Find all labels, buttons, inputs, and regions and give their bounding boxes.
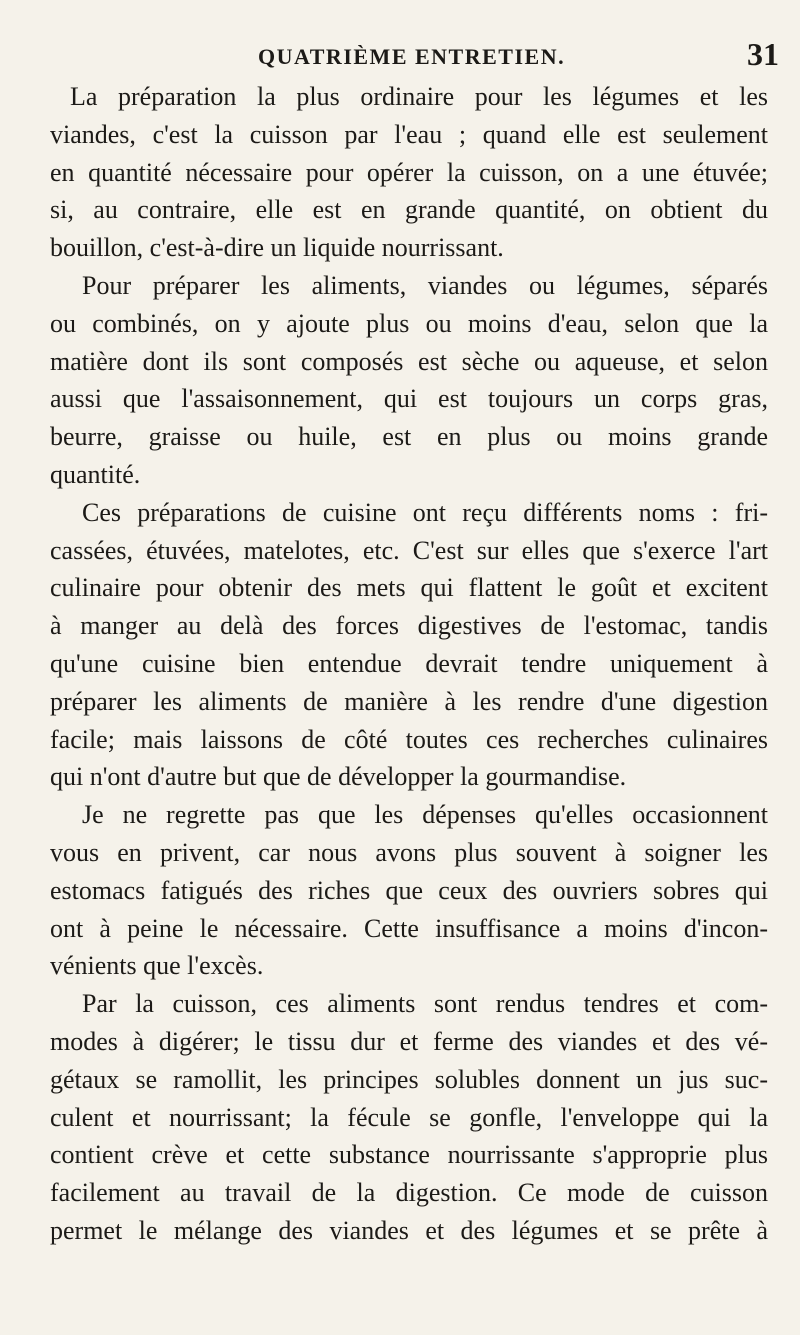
text-line: préparer les aliments de manière à les rendre d'une digestion xyxy=(50,686,768,716)
text-line: culent et nourrissant; la fécule se gonfle, l'enveloppe qui la xyxy=(50,1102,768,1132)
text-line: facile; mais laissons de côté toutes ces recherches culinaires xyxy=(50,724,768,754)
text-line: beurre, graisse ou huile, est en plus ou moins grande xyxy=(50,422,768,452)
running-title: QUATRIÈME ENTRETIEN. xyxy=(258,44,566,69)
text-line: permet le mélange des viandes et des légumes et se prête à xyxy=(50,1215,768,1245)
body-text xyxy=(50,78,768,1250)
text-line: qui n'ont d'autre but que de développer la gourmandise. xyxy=(50,762,627,792)
text-line: vénients que l'excès. xyxy=(50,951,264,981)
text-line: si, au contraire, elle est en grande quantité, on obtient du xyxy=(50,195,768,225)
text-line: viandes, c'est la cuisson par l'eau ; quand elle est seulement xyxy=(50,119,768,149)
text-line: à manger au delà des forces digestives de l'estomac, tandis xyxy=(50,611,768,641)
text-line: bouillon, c'est-à-dire un liquide nourrissant. xyxy=(50,233,504,263)
text-line: qu'une cuisine bien entendue devrait tendre uniquement à xyxy=(50,648,768,678)
text-line: culinaire pour obtenir des mets qui flattent le goût et excitent xyxy=(50,573,768,603)
text-line: Je ne regrette pas que les dépenses qu'elles occasionnent xyxy=(82,800,768,830)
text-line: cassées, étuvées, matelotes, etc. C'est sur elles que s'exerce l'art xyxy=(50,535,768,565)
text-line: vous en privent, car nous avons plus souvent à soigner les xyxy=(50,837,768,867)
text-line: ou combinés, on y ajoute plus ou moins d'eau, selon que la xyxy=(50,308,768,338)
page-number: 31 xyxy=(747,36,779,72)
text-line: La préparation la plus ordinaire pour les légumes et les xyxy=(70,82,768,111)
text-line: facilement au travail de la digestion. Ce mode de cuisson xyxy=(50,1178,768,1208)
text-line: matière dont ils sont composés est sèche ou aqueuse, et selon xyxy=(50,346,768,376)
text-line: modes à digérer; le tissu dur et ferme des viandes et des vé- xyxy=(50,1026,768,1056)
text-line: estomacs fatigués des riches que ceux des ouvriers sobres qui xyxy=(50,875,768,905)
text-line: Pour préparer les aliments, viandes ou légumes, séparés xyxy=(82,270,768,300)
text-line: contient crève et cette substance nourrissante s'approprie plus xyxy=(50,1140,768,1170)
text-line: gétaux se ramollit, les principes solubles donnent un jus suc- xyxy=(50,1064,768,1094)
text-line: aussi que l'assaisonnement, qui est toujours un corps gras, xyxy=(50,384,768,414)
text-line: Par la cuisson, ces aliments sont rendus tendres et com- xyxy=(82,989,768,1019)
text-line: quantité. xyxy=(50,459,141,489)
text-line: ont à peine le nécessaire. Cette insuffisance a moins d'incon- xyxy=(50,913,768,943)
text-line: en quantité nécessaire pour opérer la cuisson, on a une étuvée; xyxy=(50,157,768,187)
text-line: Ces préparations de cuisine ont reçu différents noms : fri- xyxy=(82,497,768,527)
